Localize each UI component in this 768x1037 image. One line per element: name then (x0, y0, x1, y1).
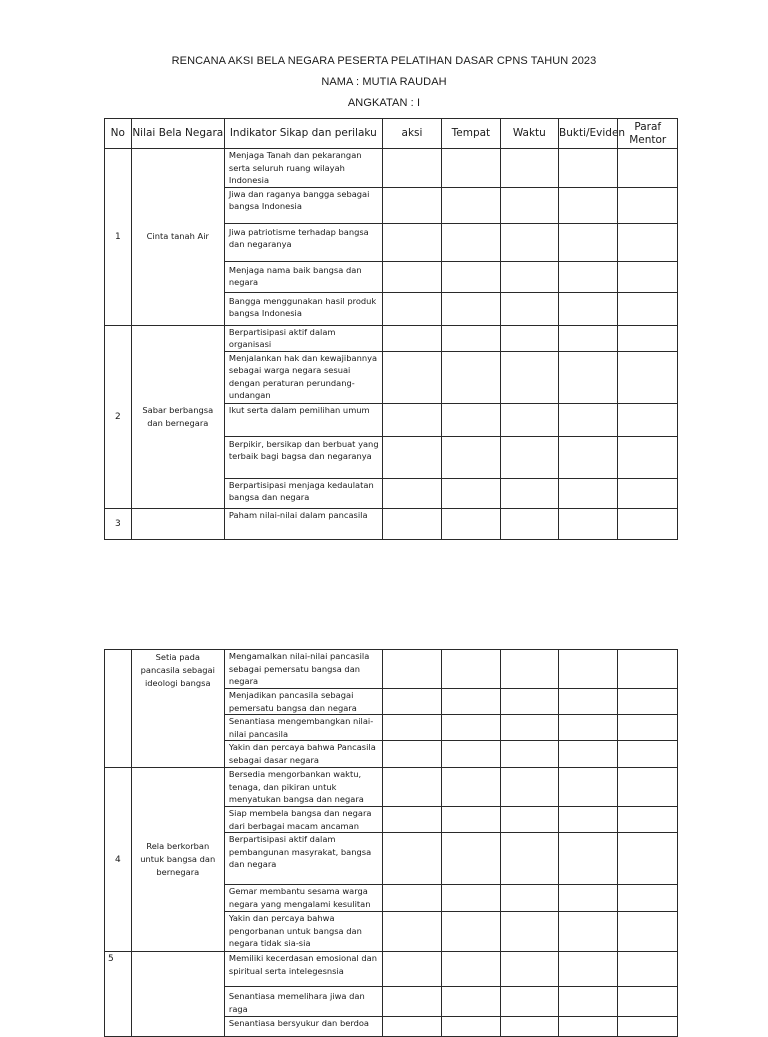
row-number: 4 (105, 768, 132, 952)
indikator-cell: Memiliki kecerdasan emosional dan spiritual serta intelegesnsia (224, 952, 382, 987)
column-header-no: No (105, 119, 132, 149)
indikator-cell: Menjaga nama baik bangsa dan negara (224, 261, 382, 292)
tempat-cell[interactable] (442, 768, 500, 807)
paraf-cell[interactable] (618, 403, 678, 436)
paraf-cell[interactable] (618, 223, 678, 261)
bukti-cell[interactable] (559, 689, 618, 715)
bukti-cell[interactable] (559, 478, 618, 508)
bukti-cell[interactable] (559, 768, 618, 807)
action-plan-table-continued (104, 649, 678, 1037)
table-row (105, 508, 678, 539)
aksi-cell[interactable] (382, 292, 441, 325)
aksi-cell[interactable] (382, 768, 441, 807)
paraf-cell[interactable] (618, 912, 678, 952)
table-row (105, 768, 678, 807)
paraf-cell[interactable] (618, 187, 678, 223)
indikator-cell: Berpartisipasi menjaga kedaulatan bangsa dan negara (224, 478, 382, 508)
aksi-cell[interactable] (382, 187, 441, 223)
indikator-cell: Yakin dan percaya bahwa Pancasila sebagai dasar negara (224, 741, 382, 768)
column-header-paraf: Paraf Mentor (618, 119, 678, 149)
aksi-cell[interactable] (382, 1017, 441, 1037)
waktu-cell[interactable] (500, 768, 558, 807)
tempat-cell[interactable] (442, 325, 500, 351)
waktu-cell[interactable] (500, 508, 558, 539)
waktu-cell[interactable] (500, 650, 558, 689)
bukti-cell[interactable] (559, 436, 618, 478)
bukti-cell[interactable] (559, 885, 618, 912)
row-number: 1 (105, 149, 132, 326)
aksi-cell[interactable] (382, 223, 441, 261)
batch-label: ANGKATAN : I (347, 97, 421, 109)
table-row (105, 650, 678, 689)
row-number: 3 (105, 508, 132, 539)
table-row (105, 149, 678, 188)
tempat-cell[interactable] (442, 223, 500, 261)
indikator-cell: Yakin dan percaya bahwa pengorbanan untuk bangsa dan negara tidak sia-sia (224, 912, 382, 952)
indikator-cell: Berpartisipasi aktif dalam pembangunan masyrakat, bangsa dan negara (224, 833, 382, 885)
waktu-cell[interactable] (500, 325, 558, 351)
indikator-cell: Senantiasa mengembangkan nilai-nilai pancasila (224, 715, 382, 741)
bukti-cell[interactable] (559, 325, 618, 351)
aksi-cell[interactable] (382, 689, 441, 715)
tempat-cell[interactable] (442, 987, 500, 1017)
waktu-cell[interactable] (500, 952, 558, 987)
paraf-cell[interactable] (618, 436, 678, 478)
bukti-cell[interactable] (559, 952, 618, 987)
waktu-cell[interactable] (500, 689, 558, 715)
aksi-cell[interactable] (382, 833, 441, 885)
column-header-bukti: Bukti/Eviden (559, 119, 618, 149)
table-row (105, 952, 678, 987)
aksi-cell[interactable] (382, 261, 441, 292)
tempat-cell[interactable] (442, 912, 500, 952)
indikator-cell: Menjadikan pancasila sebagai pemersatu bangsa dan negara (224, 689, 382, 715)
indikator-cell: Berpartisipasi aktif dalam organisasi (224, 325, 382, 351)
waktu-cell[interactable] (500, 807, 558, 833)
column-header-tempat: Tempat (442, 119, 500, 149)
indikator-cell: Jiwa dan raganya bangga sebagai bangsa Indonesia (224, 187, 382, 223)
nilai-cell: Cinta tanah Air (131, 149, 224, 326)
paraf-cell[interactable] (618, 351, 678, 403)
tempat-cell[interactable] (442, 650, 500, 689)
tempat-cell[interactable] (442, 952, 500, 987)
aksi-cell[interactable] (382, 508, 441, 539)
tempat-cell[interactable] (442, 261, 500, 292)
waktu-cell[interactable] (500, 261, 558, 292)
indikator-cell: Ikut serta dalam pemilihan umum (224, 403, 382, 436)
bukti-cell[interactable] (559, 508, 618, 539)
aksi-cell[interactable] (382, 952, 441, 987)
aksi-cell[interactable] (382, 436, 441, 478)
paraf-cell[interactable] (618, 987, 678, 1017)
bukti-cell[interactable] (559, 650, 618, 689)
paraf-cell[interactable] (618, 885, 678, 912)
waktu-cell[interactable] (500, 187, 558, 223)
paraf-cell[interactable] (618, 741, 678, 768)
action-plan-table (104, 118, 678, 540)
indikator-cell: Bangga menggunakan hasil produk bangsa Indonesia (224, 292, 382, 325)
column-header-nilai: Nilai Bela Negara (131, 119, 224, 149)
indikator-cell: Menjalankan hak dan kewajibannya sebagai warga negara sesuai dengan peraturan perundang-undangan (224, 351, 382, 403)
bukti-cell[interactable] (559, 403, 618, 436)
participant-name: NAMA : MUTIA RAUDAH (321, 76, 447, 88)
aksi-cell[interactable] (382, 912, 441, 952)
paraf-cell[interactable] (618, 833, 678, 885)
tempat-cell[interactable] (442, 351, 500, 403)
waktu-cell[interactable] (500, 292, 558, 325)
paraf-cell[interactable] (618, 1017, 678, 1037)
bukti-cell[interactable] (559, 833, 618, 885)
indikator-cell: Bersedia mengorbankan waktu, tenaga, dan pikiran untuk menyatukan bangsa dan negara (224, 768, 382, 807)
paraf-cell[interactable] (618, 768, 678, 807)
nilai-cell: Sabar berbangsa dan bernegara (131, 325, 224, 508)
waktu-cell[interactable] (500, 715, 558, 741)
bukti-cell[interactable] (559, 741, 618, 768)
bukti-cell[interactable] (559, 987, 618, 1017)
aksi-cell[interactable] (382, 715, 441, 741)
waktu-cell[interactable] (500, 912, 558, 952)
tempat-cell[interactable] (442, 689, 500, 715)
indikator-cell: Menjaga Tanah dan pekarangan serta seluruh ruang wilayah Indonesia (224, 149, 382, 188)
waktu-cell[interactable] (500, 351, 558, 403)
tempat-cell[interactable] (442, 885, 500, 912)
column-header-aksi: aksi (382, 119, 441, 149)
aksi-cell[interactable] (382, 885, 441, 912)
aksi-cell[interactable] (382, 478, 441, 508)
paraf-cell[interactable] (618, 715, 678, 741)
nilai-cell: Rela berkorban untuk bangsa dan bernegara (131, 768, 224, 952)
aksi-cell[interactable] (382, 403, 441, 436)
document-title: RENCANA AKSI BELA NEGARA PESERTA PELATIHAN DASAR CPNS TAHUN 2023 (171, 55, 597, 67)
waktu-cell[interactable] (500, 403, 558, 436)
paraf-cell[interactable] (618, 807, 678, 833)
tempat-cell[interactable] (442, 292, 500, 325)
paraf-cell[interactable] (618, 478, 678, 508)
aksi-cell[interactable] (382, 149, 441, 188)
bukti-cell[interactable] (559, 807, 618, 833)
waktu-cell[interactable] (500, 436, 558, 478)
waktu-cell[interactable] (500, 149, 558, 188)
indikator-cell: Berpikir, bersikap dan berbuat yang terbaik bagi bagsa dan negaranya (224, 436, 382, 478)
waktu-cell[interactable] (500, 741, 558, 768)
bukti-cell[interactable] (559, 715, 618, 741)
paraf-cell[interactable] (618, 149, 678, 188)
indikator-cell: Mengamalkan nilai-nilai pancasila sebagai pemersatu bangsa dan negara (224, 650, 382, 689)
bukti-cell[interactable] (559, 187, 618, 223)
bukti-cell[interactable] (559, 223, 618, 261)
indikator-cell: Siap membela bangsa dan negara dari berbagai macam ancaman (224, 807, 382, 833)
waktu-cell[interactable] (500, 478, 558, 508)
paraf-cell[interactable] (618, 508, 678, 539)
tempat-cell[interactable] (442, 833, 500, 885)
tempat-cell[interactable] (442, 403, 500, 436)
indikator-cell: Senantiasa memelihara jiwa dan raga (224, 987, 382, 1017)
aksi-cell[interactable] (382, 807, 441, 833)
tempat-cell[interactable] (442, 741, 500, 768)
paraf-cell[interactable] (618, 952, 678, 987)
aksi-cell[interactable] (382, 325, 441, 351)
table-header-row (105, 119, 678, 149)
tempat-cell[interactable] (442, 436, 500, 478)
row-number (105, 650, 132, 768)
tempat-cell[interactable] (442, 478, 500, 508)
aksi-cell[interactable] (382, 351, 441, 403)
waktu-cell[interactable] (500, 223, 558, 261)
tempat-cell[interactable] (442, 508, 500, 539)
bukti-cell[interactable] (559, 1017, 618, 1037)
tempat-cell[interactable] (442, 1017, 500, 1037)
row-number: 5 (105, 952, 132, 1037)
column-header-indikator: Indikator Sikap dan perilaku (224, 119, 382, 149)
nilai-cell: Setia pada pancasila sebagai ideologi bangsa (131, 650, 224, 768)
waktu-cell[interactable] (500, 833, 558, 885)
tempat-cell[interactable] (442, 807, 500, 833)
bukti-cell[interactable] (559, 351, 618, 403)
bukti-cell[interactable] (559, 912, 618, 952)
waktu-cell[interactable] (500, 987, 558, 1017)
bukti-cell[interactable] (559, 261, 618, 292)
bukti-cell[interactable] (559, 292, 618, 325)
indikator-cell: Jiwa patriotisme terhadap bangsa dan negaranya (224, 223, 382, 261)
indikator-cell: Gemar membantu sesama warga negara yang mengalami kesulitan (224, 885, 382, 912)
paraf-cell[interactable] (618, 650, 678, 689)
paraf-cell[interactable] (618, 689, 678, 715)
column-header-waktu: Waktu (500, 119, 558, 149)
table-row (105, 325, 678, 351)
aksi-cell[interactable] (382, 650, 441, 689)
tempat-cell[interactable] (442, 715, 500, 741)
paraf-cell[interactable] (618, 292, 678, 325)
nilai-cell (131, 508, 224, 539)
bukti-cell[interactable] (559, 149, 618, 188)
waktu-cell[interactable] (500, 885, 558, 912)
row-number: 2 (105, 325, 132, 508)
aksi-cell[interactable] (382, 741, 441, 768)
tempat-cell[interactable] (442, 187, 500, 223)
waktu-cell[interactable] (500, 1017, 558, 1037)
tempat-cell[interactable] (442, 149, 500, 188)
paraf-cell[interactable] (618, 261, 678, 292)
indikator-cell: Paham nilai-nilai dalam pancasila (224, 508, 382, 539)
aksi-cell[interactable] (382, 987, 441, 1017)
paraf-cell[interactable] (618, 325, 678, 351)
indikator-cell: Senantiasa bersyukur dan berdoa (224, 1017, 382, 1037)
